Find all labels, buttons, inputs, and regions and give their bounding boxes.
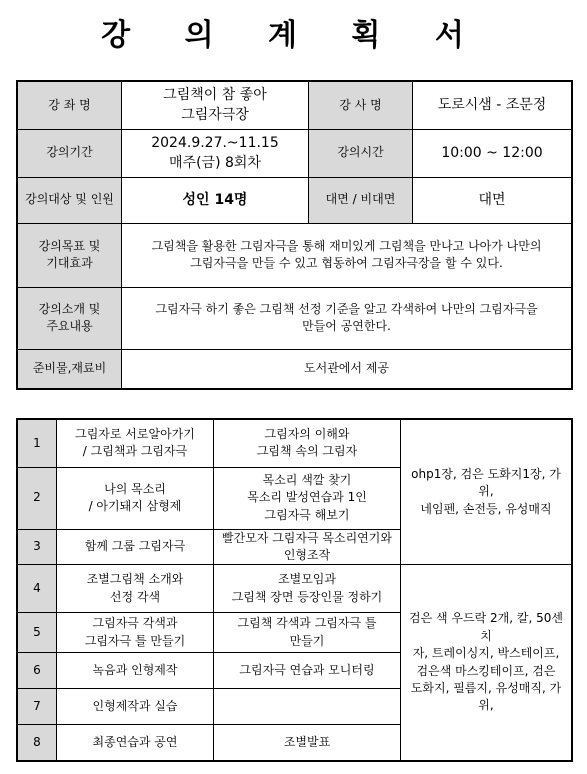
session-number: 2 bbox=[17, 467, 57, 529]
session-number: 1 bbox=[17, 419, 57, 467]
time-label: 강의시간 bbox=[309, 129, 413, 177]
session-number: 4 bbox=[17, 565, 57, 613]
mode-label: 대면 / 비대면 bbox=[309, 177, 413, 223]
course-name-label: 강 좌 명 bbox=[17, 81, 122, 129]
session-topic: 그림자로 서로알아가기 / 그림책과 그림자극 bbox=[57, 419, 214, 467]
target-label: 강의대상 및 인원 bbox=[17, 177, 122, 223]
session-topic: 녹음과 인형제작 bbox=[57, 653, 214, 689]
session-number: 5 bbox=[17, 613, 57, 653]
intro: 그림자극 하기 좋은 그림책 선정 기준을 알고 각색하여 나만의 그림자극을 만들어 공연한다. bbox=[122, 287, 573, 349]
session-content bbox=[214, 689, 401, 725]
period: 2024.9.27.~11.15 매주(금) 8회차 bbox=[122, 129, 309, 177]
intro-label: 강의소개 및 주요내용 bbox=[17, 287, 122, 349]
instructor-label: 강 사 명 bbox=[309, 81, 413, 129]
materials: 도서관에서 제공 bbox=[122, 349, 573, 389]
goal: 그림책을 활용한 그림자극을 통해 재미있게 그림책을 만나고 나아가 나만의 그림자극을 만들 수 있고 협동하여 그림자극장을 할 수 있다. bbox=[122, 223, 573, 287]
mode: 대면 bbox=[413, 177, 573, 223]
session-content: 조별발표 bbox=[214, 725, 401, 761]
session-topic: 나의 목소리 / 아기돼지 삼형제 bbox=[57, 467, 214, 529]
supplies-a: ohp1장, 검은 도화지1장, 가위, 네임펜, 손전등, 유성매직 bbox=[401, 419, 573, 565]
materials-label: 준비물,재료비 bbox=[17, 349, 122, 389]
target: 성인 14명 bbox=[122, 177, 309, 223]
session-number: 6 bbox=[17, 653, 57, 689]
goal-label: 강의목표 및 기대효과 bbox=[17, 223, 122, 287]
session-content: 그림책 각색과 그림자극 틀 만들기 bbox=[214, 613, 401, 653]
course-info-table bbox=[16, 80, 573, 390]
time: 10:00 ~ 12:00 bbox=[413, 129, 573, 177]
session-topic: 조별그림책 소개와 선정 각색 bbox=[57, 565, 214, 613]
table-row bbox=[17, 565, 572, 613]
session-number: 8 bbox=[17, 725, 57, 761]
session-content: 조별모임과 그림책 장면 등장인물 정하기 bbox=[214, 565, 401, 613]
session-topic: 최종연습과 공연 bbox=[57, 725, 214, 761]
supplies-b: 검은 색 우드락 2개, 칼, 50센치 자, 트레이싱지, 박스테이프, 검은색 마스킹테이프, 검은 도화지, 필름지, 유성매직, 가위, bbox=[401, 565, 573, 761]
session-table bbox=[16, 418, 573, 762]
session-content: 목소리 색깔 찾기 목소리 발성연습과 1인 그림자극 해보기 bbox=[214, 467, 401, 529]
table-row bbox=[17, 419, 572, 467]
instructor: 도로시샘 - 조문정 bbox=[413, 81, 573, 129]
course-name: 그림책이 참 좋아 그림자극장 bbox=[122, 81, 309, 129]
session-content: 그림자의 이해와 그림책 속의 그림자 bbox=[214, 419, 401, 467]
session-topic: 인형제작과 실습 bbox=[57, 689, 214, 725]
session-content: 빨간모자 그림자극 목소리연기와 인형조작 bbox=[214, 529, 401, 565]
period-label: 강의기간 bbox=[17, 129, 122, 177]
document-title: 강 의 계 획 서 bbox=[101, 18, 486, 53]
session-number: 3 bbox=[17, 529, 57, 565]
session-content: 그림자극 연습과 모니터링 bbox=[214, 653, 401, 689]
session-topic: 그림자극 각색과 그림자극 틀 만들기 bbox=[57, 613, 214, 653]
session-topic: 함께 그룹 그림자극 bbox=[57, 529, 214, 565]
session-number: 7 bbox=[17, 689, 57, 725]
